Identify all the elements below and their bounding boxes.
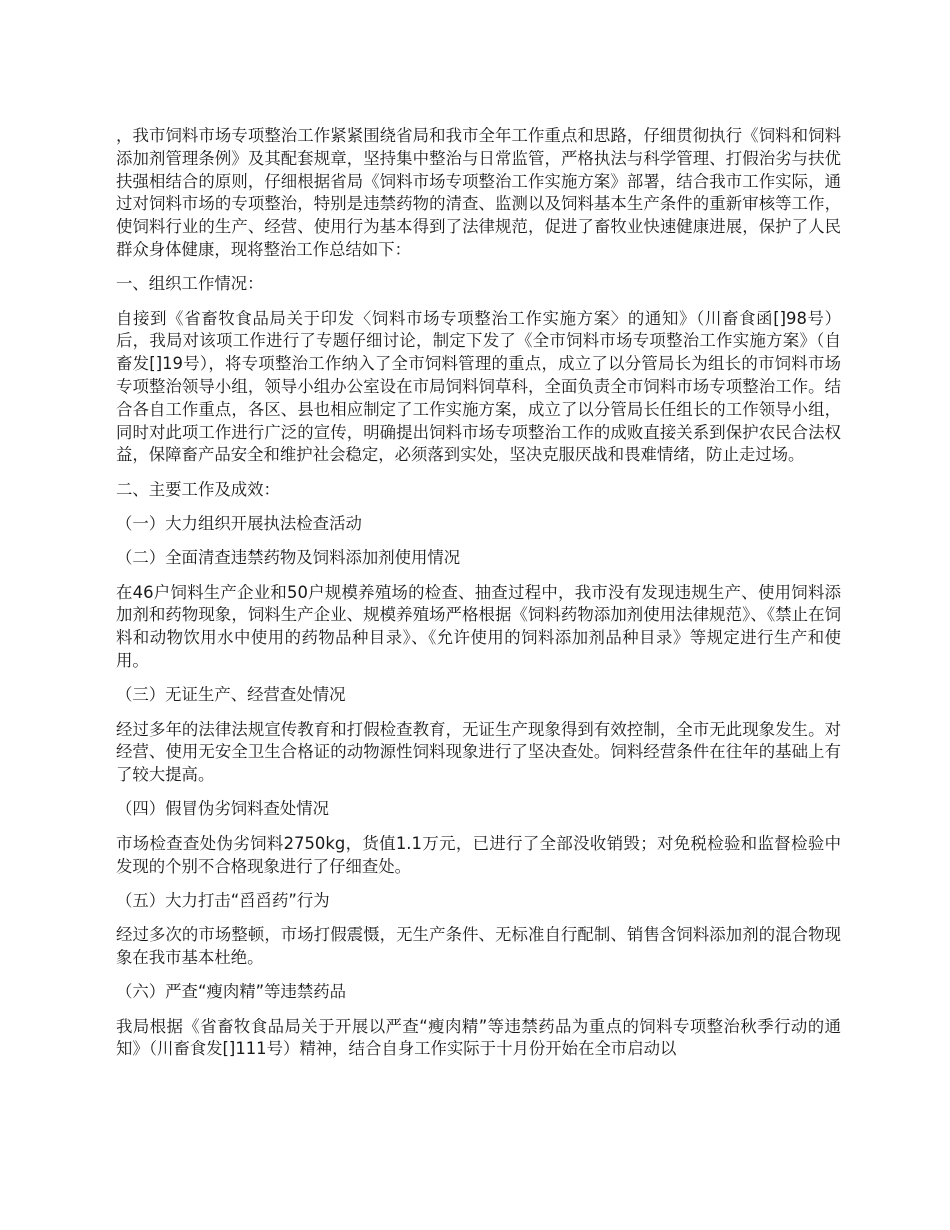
- unlicensed-paragraph: 经过多年的法律法规宣传教育和打假检查教育，无证生产现象得到有效控制，全市无此现象发生。对经营、使用无安全卫生合格证的动物源性饲料现象进行了坚决查处。饲料经营条件在往年的基础上有了较大提高。: [116, 719, 841, 785]
- counterfeit-paragraph: 市场检查查处伪劣饲料2750kg，货值1.1万元，已进行了全部没收销毁；对免税检验和监督检验中发现的个别不合格现象进行了仔细查处。: [116, 833, 841, 876]
- subheading-unlicensed: （三）无证生产、经营查处情况: [116, 685, 346, 705]
- subheading-banned-drugs: （二）全面清查违禁药物及饲料添加剂使用情况: [116, 548, 461, 568]
- intro-paragraph: ，我市饲料市场专项整治工作紧紧围绕省局和我市全年工作重点和思路，仔细贯彻执行《饲料和饲料添加剂管理条例》及其配套规章，坚持集中整治与日常监管，严格执法与科学管理、打假治劣与扶优扶强相结合的原则，仔细根据省局《饲料市场专项整治工作实施方案》部署，结合我市工作实际，通过对饲料市场的专项整治，特别是违禁药物的清查、监测以及饲料基本生产条件的重新审核等工作，使饲料行业的生产、经营、使用行为基本得到了法律规范，促进了畜牧业快速健康进展，保护了人民群众身体健康，现将整治工作总结如下：: [116, 126, 841, 259]
- organization-paragraph: 自接到《省畜牧食品局关于印发〈饲料市场专项整治工作实施方案〉的通知》（川畜食函[]98号）后，我局对该项工作进行了专题仔细讨论，制定下发了《全市饲料市场专项整治工作实施方案》（自畜发[]19号），将专项整治工作纳入了全市饲料管理的重点，成立了以分管局长为组长的市饲料市场专项整治领导小组，领导小组办公室设在市局饲料饲草科，全面负责全市饲料市场专项整治工作。结合各自工作重点，各区、县也相应制定了工作实施方案，成立了以分管局长任组长的工作领导小组，同时对此项工作进行广泛的宣传，明确提出饲料市场专项整治工作的成败直接关系到保护农民合法权益，保障畜产品安全和维护社会稳定，必须落到实处，坚决克服厌战和畏难情绪，防止走过场。: [116, 308, 841, 465]
- subheading-enforcement: （一）大力组织开展执法检查活动: [116, 513, 362, 533]
- subheading-self-mixed-drugs: （五）大力打击“舀舀药”行为: [116, 890, 330, 910]
- banned-drugs-paragraph: 在46户饲料生产企业和50户规模养殖场的检查、抽查过程中，我市没有发现违规生产、使用饲料添加剂和药物现象，饲料生产企业、规模养殖场严格根据《饲料药物添加剂使用法律规范》、《禁止在饲料和动物饮用水中使用的药物品种目录》、《允许使用的饲料添加剂品种目录》等规定进行生产和使用。: [116, 582, 841, 670]
- section-heading-main-work: 二、主要工作及成效：: [116, 479, 280, 499]
- subheading-counterfeit: （四）假冒伪劣饲料查处情况: [116, 799, 330, 819]
- document-body: [116, 125, 841, 1061]
- section-heading-organization: 一、组织工作情况：: [116, 274, 264, 294]
- self-mixed-drugs-paragraph: 经过多次的市场整顿，市场打假震慑，无生产条件、无标准自行配制、销售含饲料添加剂的混合物现象在我市基本杜绝。: [116, 925, 841, 967]
- subheading-clenbuterol: （六）严查“瘦肉精”等违禁药品: [116, 982, 347, 1002]
- clenbuterol-paragraph: 我局根据《省畜牧食品局关于开展以严查“瘦肉精”等违禁药品为重点的饲料专项整治秋季行动的通知》（川畜食发[]111号）精神，结合自身工作实际于十月份开始在全市启动以: [116, 1016, 841, 1059]
